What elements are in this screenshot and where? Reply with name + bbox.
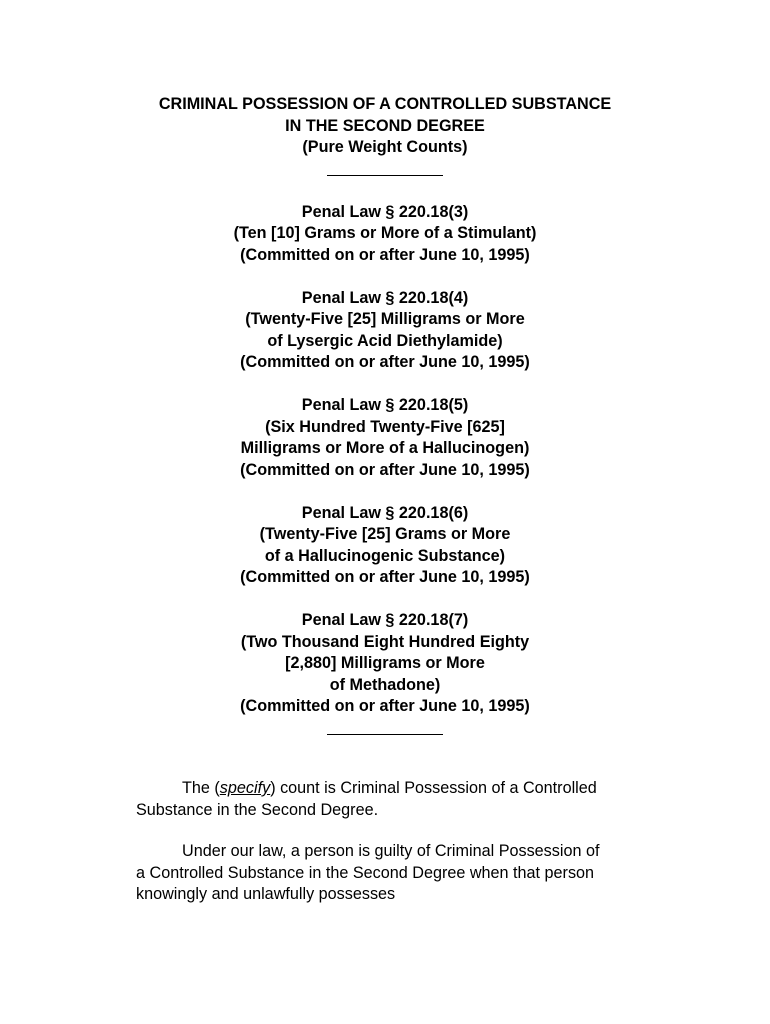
statute-committed-date: (Committed on or after June 10, 1995) <box>240 568 530 586</box>
statute-committed-date: (Committed on or after June 10, 1995) <box>240 353 530 371</box>
statute-committed-date: (Committed on or after June 10, 1995) <box>240 245 530 264</box>
document-title: CRIMINAL POSSESSION OF A CONTROLLED SUBSTANCE <box>158 95 612 113</box>
paragraph-line: The (specify) count is Criminal Possession of a Controlled <box>182 779 597 797</box>
statute-description: (Six Hundred Twenty-Five [625] <box>265 417 505 436</box>
statute-description: (Two Thousand Eight Hundred Eighty <box>240 632 530 651</box>
paragraph-law-definition <box>136 841 636 906</box>
separator-line-top <box>327 159 443 181</box>
statute-committed-date: (Committed on or after June 10, 1995) <box>240 697 530 715</box>
separator-line-bottom <box>327 718 443 740</box>
statute-citation: Penal Law § 220.18(3) <box>301 202 469 221</box>
statute-description: Milligrams or More of a Hallucinogen) <box>240 439 530 457</box>
statute-committed-date: (Committed on or after June 10, 1995) <box>240 460 530 479</box>
statute-description: of a Hallucinogenic Substance) <box>264 546 506 565</box>
statute-citation: Penal Law § 220.18(4) <box>301 288 469 307</box>
specify-placeholder: specify <box>219 779 271 797</box>
paragraph-line: Under our law, a person is guilty of Criminal Possession of <box>182 842 600 860</box>
heading-block <box>0 94 770 739</box>
document-subtitle: (Pure Weight Counts) <box>302 138 468 156</box>
statute-description: of Lysergic Acid Diethylamide) <box>267 331 503 350</box>
paragraph-line: Substance in the Second Degree. <box>136 800 379 819</box>
paragraph-line: a Controlled Substance in the Second Degree when that person <box>136 863 595 882</box>
statute-description: (Twenty-Five [25] Milligrams or More <box>245 310 525 328</box>
paragraph-line: knowingly and unlawfully possesses <box>136 885 396 903</box>
statute-description: of Methadone) <box>329 675 441 694</box>
statute-description: (Twenty-Five [25] Grams or More <box>259 525 511 543</box>
statute-description: (Ten [10] Grams or More of a Stimulant) <box>233 224 537 242</box>
paragraph-count-specification <box>136 778 636 821</box>
statute-citation: Penal Law § 220.18(5) <box>301 396 469 414</box>
document-title-degree: IN THE SECOND DEGREE <box>285 116 485 135</box>
statute-description: [2,880] Milligrams or More <box>285 654 485 672</box>
statute-citation: Penal Law § 220.18(6) <box>301 503 469 522</box>
statute-citation: Penal Law § 220.18(7) <box>301 611 469 629</box>
